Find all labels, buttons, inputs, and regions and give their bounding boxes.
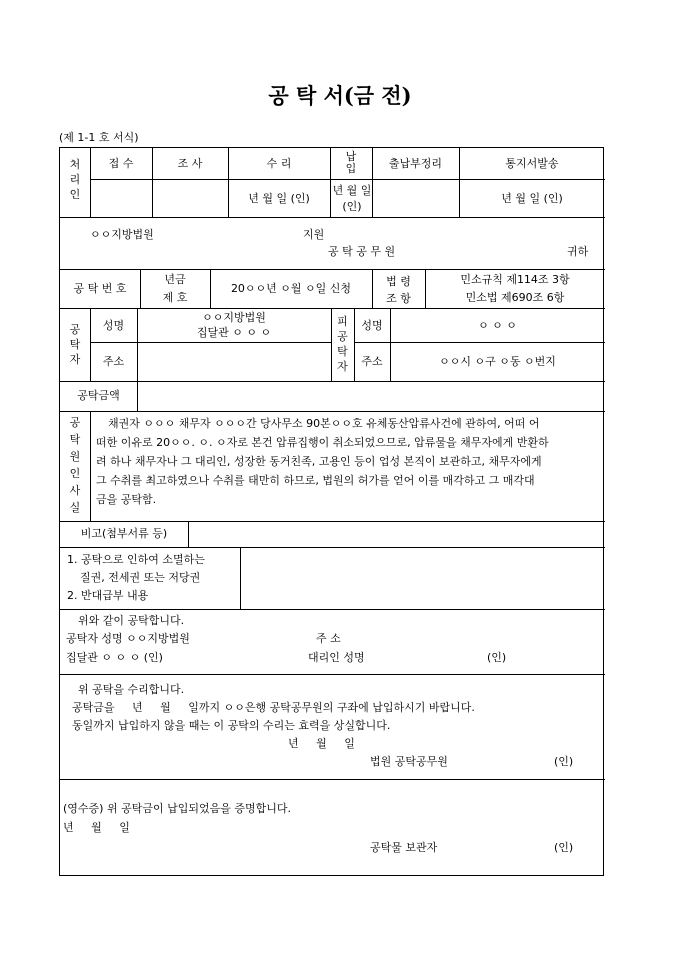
addressee-branch: 지원 xyxy=(303,228,325,241)
acceptance-text: 위 공탁을 수리합니다. xyxy=(78,683,185,696)
rule xyxy=(60,674,605,675)
law-article-2: 민소법 제690조 6항 xyxy=(465,291,565,304)
rule xyxy=(60,217,605,218)
rule xyxy=(188,521,189,547)
depositor-name-line2: 집달관 ㅇ ㅇ ㅇ xyxy=(196,326,272,339)
law-label: 법 령 조 항 xyxy=(386,275,411,305)
deposit-year: 년금 xyxy=(164,273,186,286)
depositee-name: ㅇ ㅇ ㅇ xyxy=(478,319,517,332)
depositor-label: 공 탁 자 xyxy=(69,323,81,366)
depositor-name-line1: ㅇㅇ지방법원 xyxy=(202,311,266,324)
cause-line: 려 하나 채무자나 그 대리인, 성장한 동거친족, 고용인 등이 업성 본직이 보관하고, 채무자에게 xyxy=(96,455,542,468)
rule xyxy=(90,342,331,343)
cause-label: 공 탁 원 인 사 실 xyxy=(69,416,81,514)
ledger-header: 출납부정리 xyxy=(388,157,443,170)
depositee-label: 피 공 탁 자 xyxy=(337,315,348,373)
extinguish-item2: 2. 반대급부 내용 xyxy=(67,589,149,602)
rule xyxy=(60,779,605,780)
deposit-form xyxy=(59,147,604,876)
receipt-keeper: 공탁물 보관자 xyxy=(370,841,438,854)
rule xyxy=(354,342,605,343)
acceptance-payment-instruction: 공탁금을 년 월 일까지 ㅇㅇ은행 공탁공무원의 구좌에 납입하시기 바랍니다. xyxy=(72,701,475,714)
acceptance-expiry-notice: 동일까지 납입하지 않을 때는 이 공탁의 수리는 효력을 상실합니다. xyxy=(72,719,391,732)
inspection-header: 조 사 xyxy=(177,157,203,170)
addressee-honorific: 귀하 xyxy=(567,245,589,258)
cause-line: 그 수취를 최고하였으나 수취를 태만히 하므로, 법원의 허가를 얻어 이를 매각하고 그 매각대 xyxy=(96,474,535,487)
rule xyxy=(137,381,138,411)
rule xyxy=(60,547,605,548)
addressee-officer: 공 탁 공 무 원 xyxy=(328,245,396,258)
law-article-1: 민소규칙 제114조 3항 xyxy=(460,273,570,286)
rule xyxy=(60,609,605,610)
rule xyxy=(60,308,605,309)
document-title: 공 탁 서(금 전) xyxy=(268,83,412,108)
rule xyxy=(330,148,331,217)
deposit-number-label: 공 탁 번 호 xyxy=(73,282,127,295)
rule xyxy=(60,411,605,412)
cause-line: 채권자 ㅇㅇㅇ 채무자 ㅇㅇㅇ간 당사무소 90본ㅇㅇ호 유체동산압류사건에 관하여, 어떠 어 xyxy=(108,417,540,430)
declaration-agent-label: 대리인 성명 xyxy=(308,651,365,664)
cause-line: 금을 공탁함. xyxy=(96,493,157,506)
declaration-officer: 집달관 ㅇ ㅇ ㅇ (인) xyxy=(66,651,163,664)
rule xyxy=(90,411,91,521)
payment-header: 납입 xyxy=(345,150,357,175)
receipt-header: 접 수 xyxy=(108,157,134,170)
receipt-text: (영수증) 위 공탁금이 납입되었음을 증명합니다. xyxy=(63,802,291,815)
rule xyxy=(60,381,605,382)
declaration-address-label: 주 소 xyxy=(316,632,341,645)
acceptance-officer: 법원 공탁공무원 xyxy=(370,755,448,768)
payment-date-seal: 년 월 일 (인) xyxy=(332,184,372,213)
depositor-name-label: 성명 xyxy=(102,319,125,332)
application-date: 20ㅇㅇ년 ㅇ월 ㅇ일 신청 xyxy=(230,282,352,295)
declaration-text: 위와 같이 공탁합니다. xyxy=(78,614,185,627)
receipt-seal: (인) xyxy=(554,841,574,854)
rule xyxy=(90,179,605,180)
receipt-date: 년 월 일 xyxy=(63,821,130,834)
rule xyxy=(240,547,241,609)
declaration-depositor: 공탁자 성명 ㅇㅇ지방법원 xyxy=(66,632,190,645)
acceptance-header: 수 리 xyxy=(266,157,292,170)
cause-line: 떠한 이유로 20ㅇㅇ. ㅇ. ㅇ자로 본건 압류집행이 취소되었으므로, 압류물을 채무자에게 반환하 xyxy=(96,436,549,449)
depositee-address: ㅇㅇ시 ㅇ구 ㅇ동 ㅇ번지 xyxy=(439,355,556,368)
addressee-court: ㅇㅇ지방법원 xyxy=(90,228,154,241)
amount-label: 공탁금액 xyxy=(77,389,120,402)
form-number: (제 1-1 호 서식) xyxy=(59,131,139,144)
rule xyxy=(60,521,605,522)
notice-date-seal: 년 월 일 (인) xyxy=(501,192,563,205)
declaration-agent-seal: (인) xyxy=(487,651,507,664)
extinguish-item1-detail: 질권, 전세권 또는 저당권 xyxy=(80,571,201,584)
processor-label: 처 리 인 xyxy=(69,158,81,201)
extinguish-item1: 1. 공탁으로 인하여 소멸하는 xyxy=(67,553,205,566)
acceptance-date: 년 월 일 xyxy=(288,737,355,750)
depositor-address-label: 주소 xyxy=(102,355,125,368)
rule xyxy=(60,269,605,270)
remarks-label: 비고(첨부서류 등) xyxy=(80,527,168,540)
acceptance-seal: (인) xyxy=(554,755,574,768)
acceptance-date-seal: 년 월 일 (인) xyxy=(248,192,310,205)
depositee-address-label: 주소 xyxy=(361,355,383,368)
notice-header: 통지서발송 xyxy=(505,157,559,170)
depositee-name-label: 성명 xyxy=(361,319,383,332)
deposit-number: 제 호 xyxy=(162,291,188,304)
